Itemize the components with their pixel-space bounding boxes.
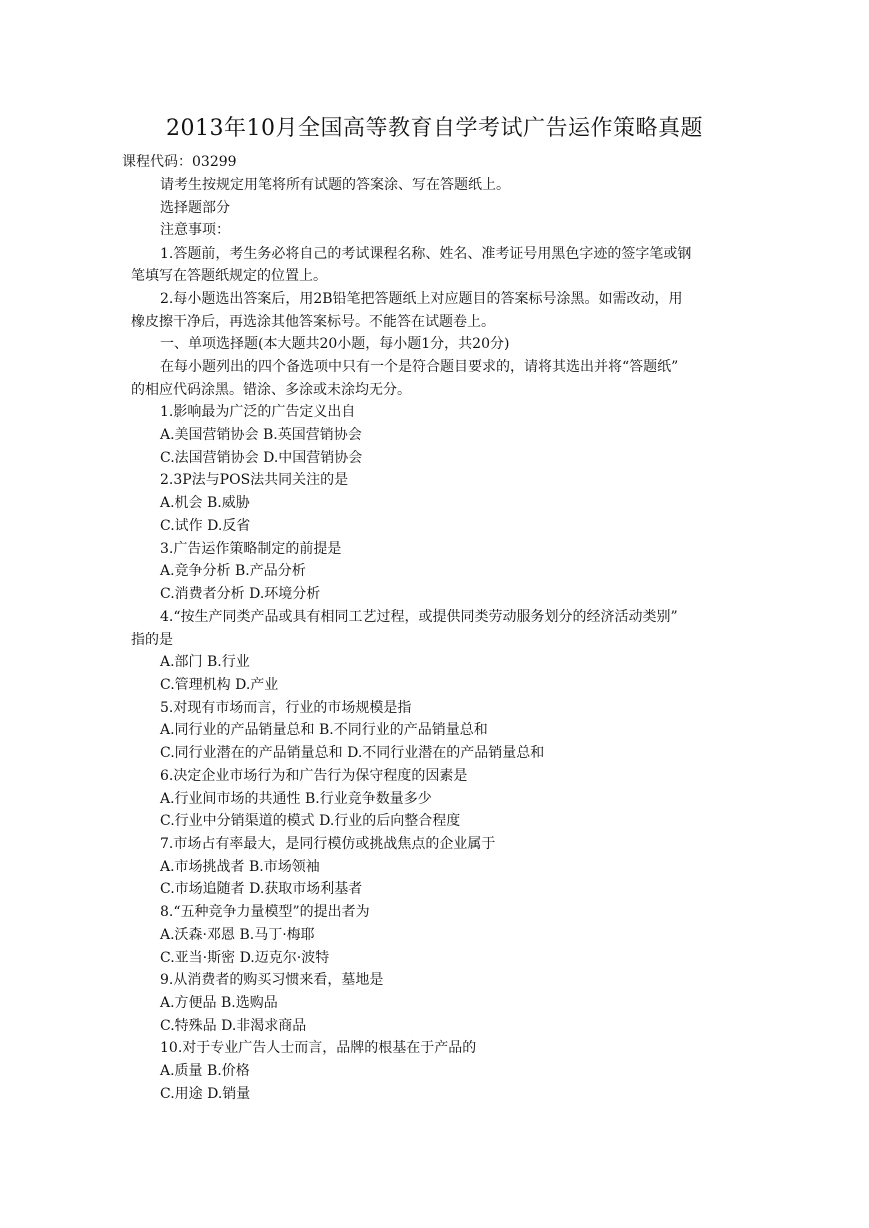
question-stem: 2.3P法与POS法共同关注的是	[160, 472, 349, 488]
note-2-line-2: 橡皮擦干净后，再选涂其他答案标号。不能答在试题卷上。	[131, 314, 495, 330]
part-1-heading: 一、单项选择题(本大题共20小题，每小题1分，共20分)	[160, 336, 510, 352]
question-stem: 1.影响最为广泛的广告定义出自	[160, 404, 356, 420]
section-heading: 选择题部分	[160, 200, 230, 216]
question-options-cd: C.特殊品 D.非渴求商品	[160, 1018, 307, 1034]
question-options-cd: C.亚当·斯密 D.迈克尔·波特	[160, 950, 330, 966]
question-options-cd: C.市场追随者 D.获取市场利基者	[160, 881, 363, 897]
question-stem-continued: 指的是	[131, 632, 173, 648]
question-stem: 3.广告运作策略制定的前提是	[160, 541, 342, 557]
question-stem: 6.决定企业市场行为和广告行为保守程度的因素是	[160, 768, 468, 784]
part-1-description-line-1: 在每小题列出的四个备选项中只有一个是符合题目要求的，请将其选出并将“答题纸”	[160, 359, 679, 375]
question-options-ab: A.质量 B.价格	[160, 1063, 250, 1079]
notes-heading: 注意事项：	[160, 222, 230, 238]
question-options-cd: C.法国营销协会 D.中国营销协会	[160, 450, 363, 466]
course-code: 课程代码：03299	[122, 154, 237, 170]
question-options-ab: A.市场挑战者 B.市场领袖	[160, 859, 320, 875]
question-options-ab: A.方便品 B.选购品	[160, 995, 278, 1011]
note-2-line-1: 2.每小题选出答案后，用2B铅笔把答题纸上对应题目的答案标号涂黑。如需改动，用	[160, 291, 683, 307]
question-options-ab: A.竞争分析 B.产品分析	[160, 563, 306, 579]
note-1-line-1: 1.答题前，考生务必将自己的考试课程名称、姓名、准考证号用黑色字迹的签字笔或钢	[160, 246, 692, 262]
question-options-cd: C.消费者分析 D.环境分析	[160, 586, 321, 602]
question-stem: 8.“五种竞争力量模型”的提出者为	[160, 904, 370, 920]
question-options-ab: A.美国营销协会 B.英国营销协会	[160, 427, 362, 443]
question-stem: 10.对于专业广告人士而言，品牌的根基在于产品的	[160, 1040, 477, 1056]
question-options-cd: C.管理机构 D.产业	[160, 677, 279, 693]
question-options-ab: A.行业间市场的共通性 B.行业竞争数量多少	[160, 791, 432, 807]
question-options-cd: C.行业中分销渠道的模式 D.行业的后向整合程度	[160, 813, 461, 829]
question-options-ab: A.同行业的产品销量总和 B.不同行业的产品销量总和	[160, 722, 488, 738]
question-options-cd: C.同行业潜在的产品销量总和 D.不同行业潜在的产品销量总和	[160, 745, 545, 761]
question-options-ab: A.机会 B.威胁	[160, 495, 250, 511]
question-options-ab: A.沃森·邓恩 B.马丁·梅耶	[160, 927, 315, 943]
question-stem: 7.市场占有率最大，是同行模仿或挑战焦点的企业属于	[160, 836, 496, 852]
question-options-cd: C.用途 D.销量	[160, 1086, 251, 1102]
part-1-description-line-2: 的相应代码涂黑。错涂、多涂或未涂均无分。	[131, 382, 411, 398]
question-stem: 4.“按生产同类产品或具有相同工艺过程，或提供同类劳动服务划分的经济活动类别”	[160, 609, 678, 625]
question-stem: 5.对现有市场而言，行业的市场规模是指	[160, 700, 412, 716]
note-1-line-2: 笔填写在答题纸规定的位置上。	[131, 268, 327, 284]
question-options-cd: C.试作 D.反省	[160, 518, 251, 534]
page-title: 2013年10月全国高等教育自学考试广告运作策略真题	[166, 116, 703, 141]
question-options-ab: A.部门 B.行业	[160, 654, 250, 670]
question-stem: 9.从消费者的购买习惯来看，墓地是	[160, 972, 384, 988]
instruction: 请考生按规定用笔将所有试题的答案涂、写在答题纸上。	[160, 177, 510, 193]
